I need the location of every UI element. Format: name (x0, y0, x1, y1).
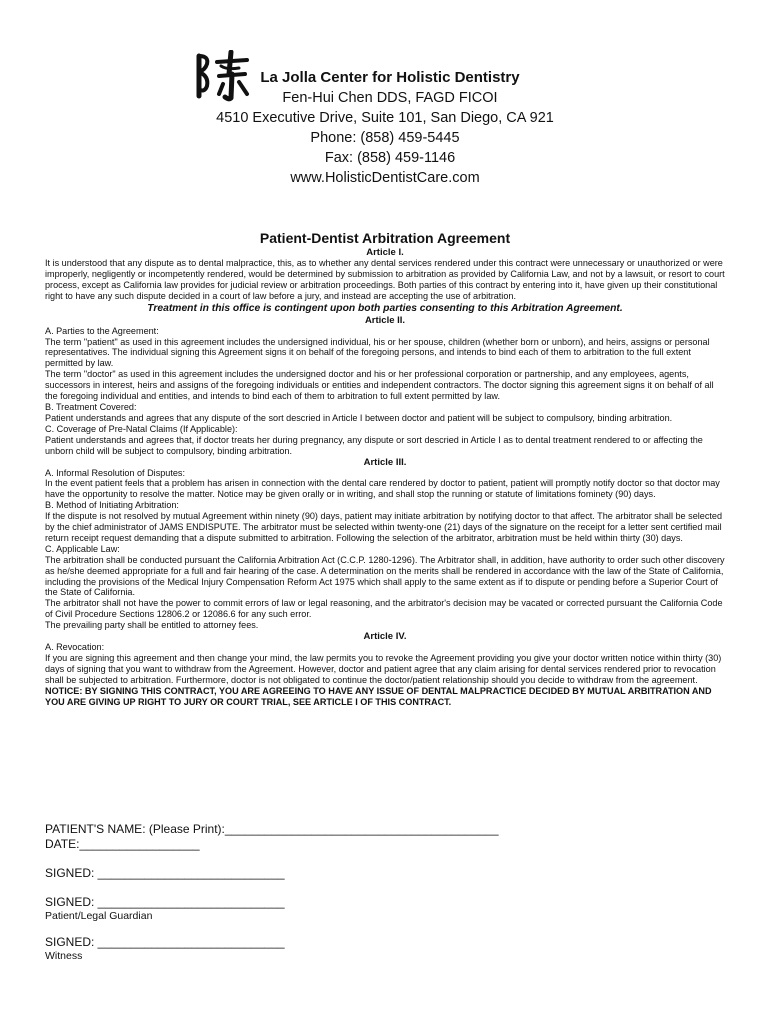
practice-address: 4510 Executive Drive, Suite 101, San Diego, CA 921 (216, 110, 554, 126)
signed-label-1: SIGNED: ____________________________ (45, 866, 285, 880)
article-3-b-text: If the dispute is not resolved by mutual Agreement within ninety (90) days, patient may initiate arbitration by notifying doctor to that affect. The arbitrator shall be selected by the chief administrator of JAMS ENDISPUTE. The arbitrator must be selected within twenty-one (21) days of the signature on the receipt for a letter sent certified mail return receipt request demanding that a dispute submitted to arbitration. Following the selection of the arbitrator, arbitration must be held within thirty (30) days. (45, 511, 723, 543)
signature-line-1[interactable] (45, 866, 725, 881)
signing-notice: NOTICE: BY SIGNING THIS CONTRACT, YOU ARE AGREEING TO HAVE ANY ISSUE OF DENTAL MALPRACTICE DECIDED BY MUTUAL ARBITRATION AND YOU ARE GIVING UP RIGHT TO JURY OR COURT TRIAL, SEE ARTICLE I OF THIS CONTRACT. (45, 685, 712, 707)
practice-website: www.HolisticDentistCare.com (290, 170, 480, 186)
patient-name-label: PATIENT'S NAME: (Please Print):_________________________________________ (45, 822, 499, 836)
witness-caption: Witness (45, 950, 83, 962)
article-2-a-title: A. Parties to the Agreement: (45, 325, 159, 336)
article-1-text: It is understood that any dispute as to dental malpractice, this, as to whether any dental services rendered under this contract were unnecessary or unauthorized or were improperly, negligently or incompetently rendered, would be determined by submission to arbitration as provided by California Law, and not by a lawsuit, or resort to court process, except as California law provides for judicial review or arbitration proceedings. Both parties of this contract by entering into it, have given up their constitutional right to have any such dispute decided in a court of law before a jury, and instead are accepting the use of arbitration. (45, 258, 725, 301)
signed-label-3: SIGNED: ____________________________ (45, 935, 285, 949)
article-2-heading: Article II. (364, 314, 406, 326)
article-2-c-text: Patient understands and agrees that, if doctor treats her during pregnancy, any dispute or sort descried in Article I as to dental treatment rendered to or affecting the unborn child will be subject to compulsory, binding arbitration. (45, 434, 703, 456)
article-3-a-text: In the event patient feels that a problem has arisen in connection with the dental care rendered by doctor to patient, patient will promptly notify doctor so that doctor may have the opportunity to resolve the matter. Notice may be given orally or in writing, and shall stop the running or statute of limitations fominety (90) days. (45, 478, 720, 500)
date-line[interactable] (45, 837, 725, 852)
article-2-b-text: Patient understands and agrees that any dispute of the sort descried in Article I between doctor and patient will be subject to compulsory, binding arbitration. (45, 412, 673, 423)
article-4-a-text: If you are signing this agreement and then change your mind, the law permits you to revoke the Agreement providing you give your doctor written notice within thirty (30) days of signing that you want to withdraw from the Agreement. However, doctor and patient agree that any claim arising for dental services rendered prior to revocation shall be subjected to arbitration. Furthermore, doctor is not obligated to continue the doctor/patient relationship should you decide to withdraw from the agreement. (45, 653, 722, 685)
patient-guardian-caption: Patient/Legal Guardian (45, 910, 153, 922)
signature-line-2[interactable] (45, 895, 725, 923)
doctor-name: Fen-Hui Chen DDS, FAGD FICOI (282, 90, 498, 106)
article-4-heading: Article IV. (363, 631, 407, 643)
article-1-heading: Article I. (366, 247, 404, 258)
contingent-notice: Treatment in this office is contingent upon both parties consenting to this Arbitration Agreement. (147, 302, 623, 314)
article-3-c-text-2: The arbitrator shall not have the power to commit errors of law or legal reasoning, and the arbitrator's decision may be vacated or corrected pursuant the California Code of Civil Procedure Sections 12806.2 or 12086.6 for any such error. (45, 598, 723, 620)
article-2-a-text-1: The term "patient" as used in this agreement includes the undersigned individual, his or her spouse, children (whether born or unborn), and heirs, assigns or personal representatives. The individual signing this Agreement signs it on behalf of the foregoing persons, and intends to bind each of them to arbitration to the full extent permitted by law. (45, 336, 710, 369)
article-2-a-text-2: The term "doctor" as used in this agreement includes the undersigned doctor and his or her professional corporation or partnership, and any employees, agents, successors in interest, heirs and assigns of the foregoing individuals or entities and independent contractors. The doctor signing this agreement signs it on behalf of all the foregoing individual and entities, and intends to bind each of them to arbitration to full extent permitted by law. (45, 369, 714, 402)
date-label: DATE:__________________ (45, 837, 200, 851)
article-3-c-text-1: The arbitration shall be conducted pursuant the California Arbitration Act (C.C.P. 1280-1296). The Arbitrator shall, in addition, have authority to order such other discovery as he/she deemed appropriate for a full and fair hearing of the case. A determination on the merits shall be rendered in accordance with the law of the State of California, including the provisions of the Medical Injury Compensation Reform Act 1975 which shall apply to the same extent as if to dispute or pending before a Superior Court of the State of California. (45, 554, 725, 598)
article-3-c-title: C. Applicable Law: (45, 543, 120, 554)
patient-name-line[interactable] (45, 822, 725, 837)
article-3-heading: Article III. (363, 456, 407, 468)
article-2-b-title: B. Treatment Covered: (45, 401, 137, 412)
letterhead (0, 68, 770, 188)
signature-line-3[interactable] (45, 935, 725, 963)
article-3-c-text-3: The prevailing party shall be entitled to attorney fees. (45, 620, 259, 631)
article-4-a-title: A. Revocation: (45, 642, 105, 653)
document-title: Patient-Dentist Arbitration Agreement (259, 230, 511, 246)
article-2-c-title: C. Coverage of Pre-Natal Claims (If Applicable): (45, 423, 238, 434)
article-3-b-title: B. Method of Initiating Arbitration: (45, 500, 179, 511)
signed-label-2: SIGNED: ____________________________ (45, 895, 285, 909)
practice-fax: Fax: (858) 459-1146 (324, 150, 456, 166)
practice-phone: Phone: (858) 459-5445 (310, 130, 460, 146)
practice-name: La Jolla Center for Holistic Dentistry (260, 69, 520, 86)
article-3-a-title: A. Informal Resolution of Disputes: (45, 467, 186, 478)
agreement-body (45, 229, 725, 708)
